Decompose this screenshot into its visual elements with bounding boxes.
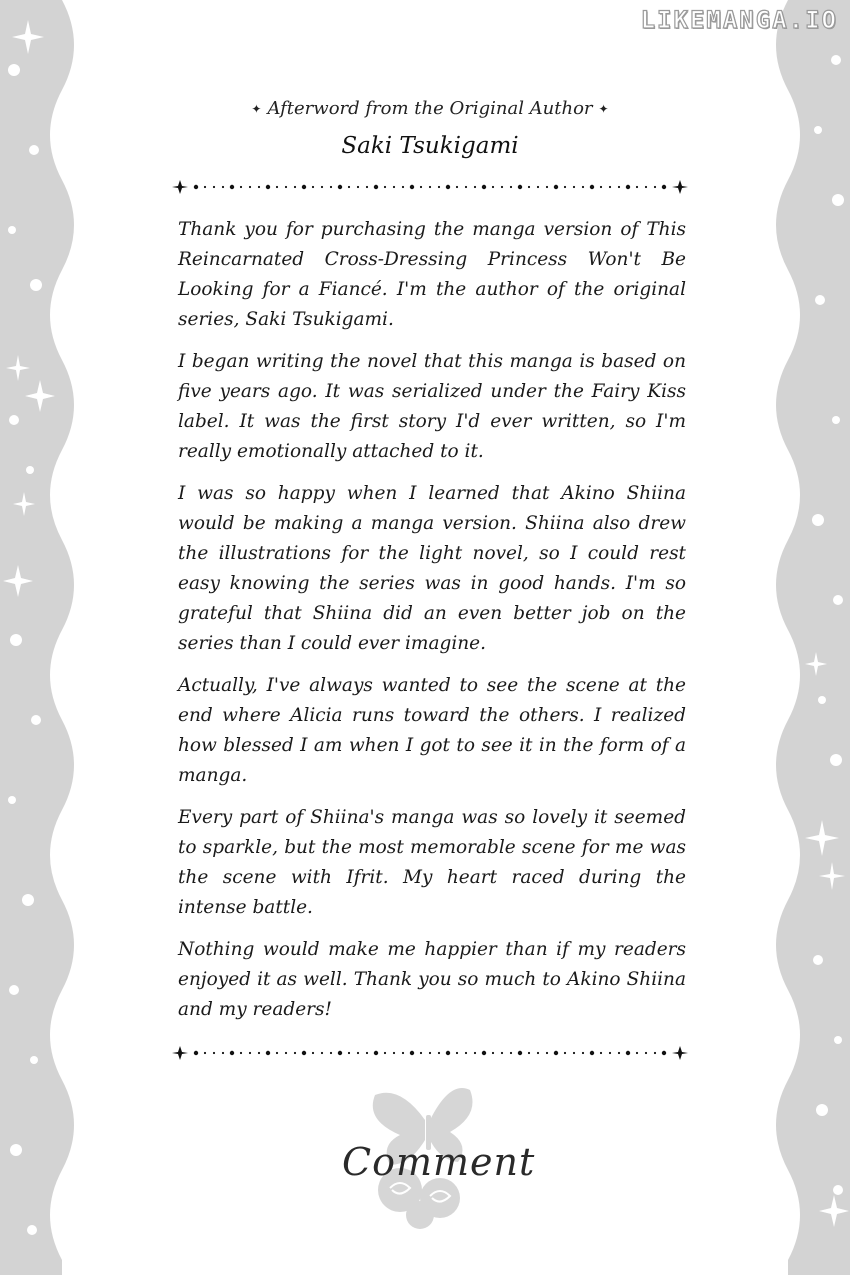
author-name: Saki Tsukigami: [341, 133, 519, 159]
small-diamond-star-icon: ✦: [598, 102, 609, 116]
four-point-star-icon: [672, 1046, 688, 1060]
paragraph: I began writing the novel that this manga is based on five years ago. It was serialized under the Fairy Kiss label. It was the first story I'd ever written, so I'm really emotionally attached to it.: [178, 351, 686, 462]
paragraph: Nothing would make me happier than if my readers enjoyed it as well. Thank you so much to Akino Shiina and my readers!: [178, 939, 686, 1020]
small-diamond-star-icon: ✦: [251, 102, 262, 116]
comment-label: Comment: [342, 1140, 536, 1184]
afterword-title: Afterword from the Original Author: [267, 98, 593, 119]
four-point-star-icon: [172, 180, 188, 194]
bottom-divider: [170, 1043, 690, 1063]
right-decorative-border: [760, 0, 850, 1275]
left-decorative-border: [0, 0, 90, 1275]
afterword-heading: [170, 98, 690, 119]
paragraph: Actually, I've always wanted to see the scene at the end where Alicia runs toward the others. I realized how blessed I am when I got to see it in the form of a manga.: [178, 675, 686, 786]
afterword-body: [170, 215, 690, 1025]
top-divider: [170, 177, 690, 197]
paragraph: I was so happy when I learned that Akino Shiina would be making a manga version. Shiina also drew the illustrations for the light novel, so I could rest easy knowing the series was in good hands. I'm so grateful that Shiina did an even better job on the series than I could ever imagine.: [178, 483, 686, 654]
paragraph: Every part of Shiina's manga was so lovely it seemed to sparkle, but the most memorable scene for me was the scene with Ifrit. My heart raced during the intense battle.: [178, 807, 686, 918]
paragraph: Thank you for purchasing the manga version of This Reincarnated Cross-Dressing Princess Won't Be Looking for a Fiancé. I'm the author of the original series, Saki Tsukigami.: [178, 219, 686, 330]
afterword-content: [170, 90, 690, 1037]
four-point-star-icon: [672, 180, 688, 194]
watermark: LIKEMANGA.IO: [640, 6, 838, 34]
four-point-star-icon: [172, 1046, 188, 1060]
